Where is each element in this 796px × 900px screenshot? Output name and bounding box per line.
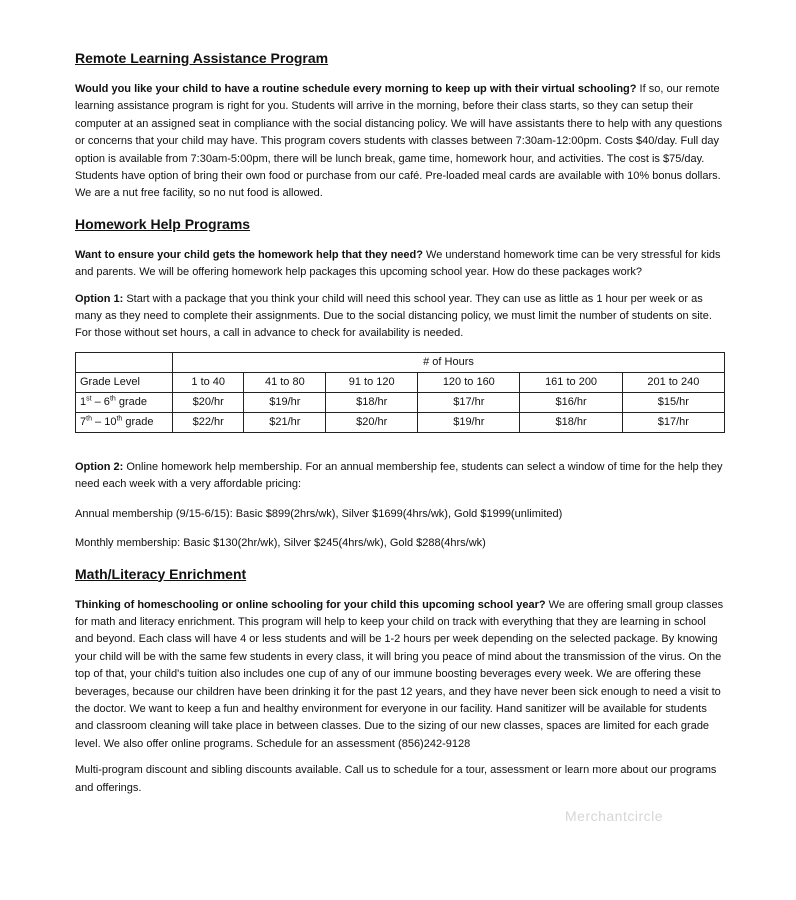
annual-membership: Annual membership (9/15-6/15): Basic $899(2hrs/wk), Silver $1699(4hrs/wk), Gold $1999(unlimited) (75, 507, 563, 520)
option1-text: Start with a package that you think your child will need this school year. They can use as little as 1 hour per week or as many as they need to complete their assignments. Due to the social distancing policy, we must limit the number of students on site. For those without set hours, a call in advance to check for availability is needed. (75, 292, 712, 340)
grade-to-suffix: th (116, 415, 123, 423)
pricing-table (75, 352, 725, 433)
grade-cell (76, 392, 173, 412)
column-header: 120 to 160 (418, 372, 520, 392)
remote-learning-paragraph (75, 81, 725, 203)
table-row (76, 392, 725, 412)
price-cell: $22/hr (173, 412, 244, 432)
price-cell: $20/hr (173, 392, 244, 412)
closing-paragraph: Multi-program discount and sibling discounts available. Call us to schedule for a tour, assessment or learn more about our programs and offerings. (75, 764, 717, 794)
remote-learning-title: Remote Learning Assistance Program (75, 50, 329, 66)
hours-group-header: # of Hours (173, 352, 725, 372)
price-cell: $19/hr (244, 392, 326, 412)
grade-to: – 10 (91, 415, 117, 428)
price-cell: $19/hr (418, 412, 520, 432)
homework-help-body: We understand homework time can be very stressful for kids and parents. We will be offering homework help packages this upcoming school year. How do these packages work? (75, 248, 721, 279)
price-cell: $18/hr (326, 392, 418, 412)
price-cell: $18/hr (520, 412, 622, 432)
price-cell: $17/hr (622, 412, 724, 432)
price-cell: $15/hr (622, 392, 724, 412)
column-header: 91 to 120 (326, 372, 418, 392)
monthly-membership: Monthly membership: Basic $130(2hr/wk), Silver $245(4hrs/wk), Gold $288(4hrs/wk) (75, 537, 486, 550)
remote-learning-body: If so, our remote learning assistance program is right for you. Students will arrive in the morning, before their class starts, so they can setup their computer at an assigned seat in compliance with the social distancing policy. We will have assistants there to help with any questions or concerns that your child may have. This program covers students with classes between 7:30am-12:00pm. Costs $40/day. Full day option is available from 7:30am-5:00pm, there will be lunch break, game time, homework hour, and activities. The cost is $75/day. Students have option of bring their own food or purchase from our café. Pre-loaded meal cards are available with 10% bonus dollars. We are a nut free facility, so no nut food is allowed. (75, 83, 723, 200)
table-header-row (76, 352, 725, 372)
homework-help-title: Homework Help Programs (75, 215, 251, 232)
table-row (76, 412, 725, 432)
math-literacy-body: We are offering small group classes for math and literacy enrichment. This program will help to keep your child on track with everything that they are learning in school and beyond. Each class will have 4 or less students and will be 1-2 hours per week depending on the selected package. By knowing your child will be with the same few students in every class, it will bring you peace of mind about the transmission of the virus. On the top of that, your child's tuition also includes one cup of any of our immune boosting beverages every week. We are offering these beverages, because our children have been drinking it for the past 12 years, and they have never been sick enough to need a visit to the doctor. We want to keep a fun and healthy environment for everyone in our facility. Hand sanitizer will be available for students and classroom cleaning will take place in between classes. Due to the sizing of our new classes, spaces are limited for each grade level. We also offer online programs. Schedule for an assessment (856)242-9128 (75, 598, 724, 750)
grade-from: 7 (80, 415, 87, 428)
option1-paragraph (75, 291, 725, 343)
math-literacy-paragraph (75, 597, 725, 754)
document-page (75, 44, 725, 797)
column-header: 1 to 40 (173, 372, 244, 392)
price-cell: $17/hr (418, 392, 520, 412)
price-cell: $16/hr (520, 392, 622, 412)
grade-word: grade (122, 415, 154, 428)
grade-from-suffix: th (86, 415, 92, 423)
grade-from-suffix: st (86, 395, 92, 403)
option2-label: Option 2: (75, 460, 124, 473)
watermark: Merchantcircle (565, 808, 664, 824)
option1-label: Option 1: (75, 292, 124, 305)
column-header: 161 to 200 (520, 372, 622, 392)
column-header: 201 to 240 (622, 372, 724, 392)
math-literacy-title: Math/Literacy Enrichment (75, 565, 247, 582)
math-literacy-lead: Thinking of homeschooling or online schooling for your child this upcoming school year? (75, 598, 546, 611)
grade-to-suffix: th (109, 395, 116, 403)
price-cell: $21/hr (244, 412, 326, 432)
option2-paragraph (75, 459, 725, 494)
table-columns-row (76, 372, 725, 392)
grade-to: – 6 (91, 395, 110, 408)
price-cell: $20/hr (326, 412, 418, 432)
grade-cell (76, 412, 173, 432)
grade-level-header: Grade Level (76, 372, 173, 392)
grade-from: 1 (80, 395, 87, 408)
column-header: 41 to 80 (244, 372, 326, 392)
homework-help-lead: Want to ensure your child gets the homework help that they need? (75, 248, 423, 261)
table-corner-cell (76, 352, 173, 372)
option2-text: Online homework help membership. For an annual membership fee, students can select a window of time for the help they need each week with a very affordable pricing: (75, 460, 723, 491)
grade-word: grade (115, 395, 147, 408)
remote-learning-lead: Would you like your child to have a routine schedule every morning to keep up with their virtual schooling? (75, 83, 637, 95)
homework-help-paragraph (75, 247, 725, 282)
